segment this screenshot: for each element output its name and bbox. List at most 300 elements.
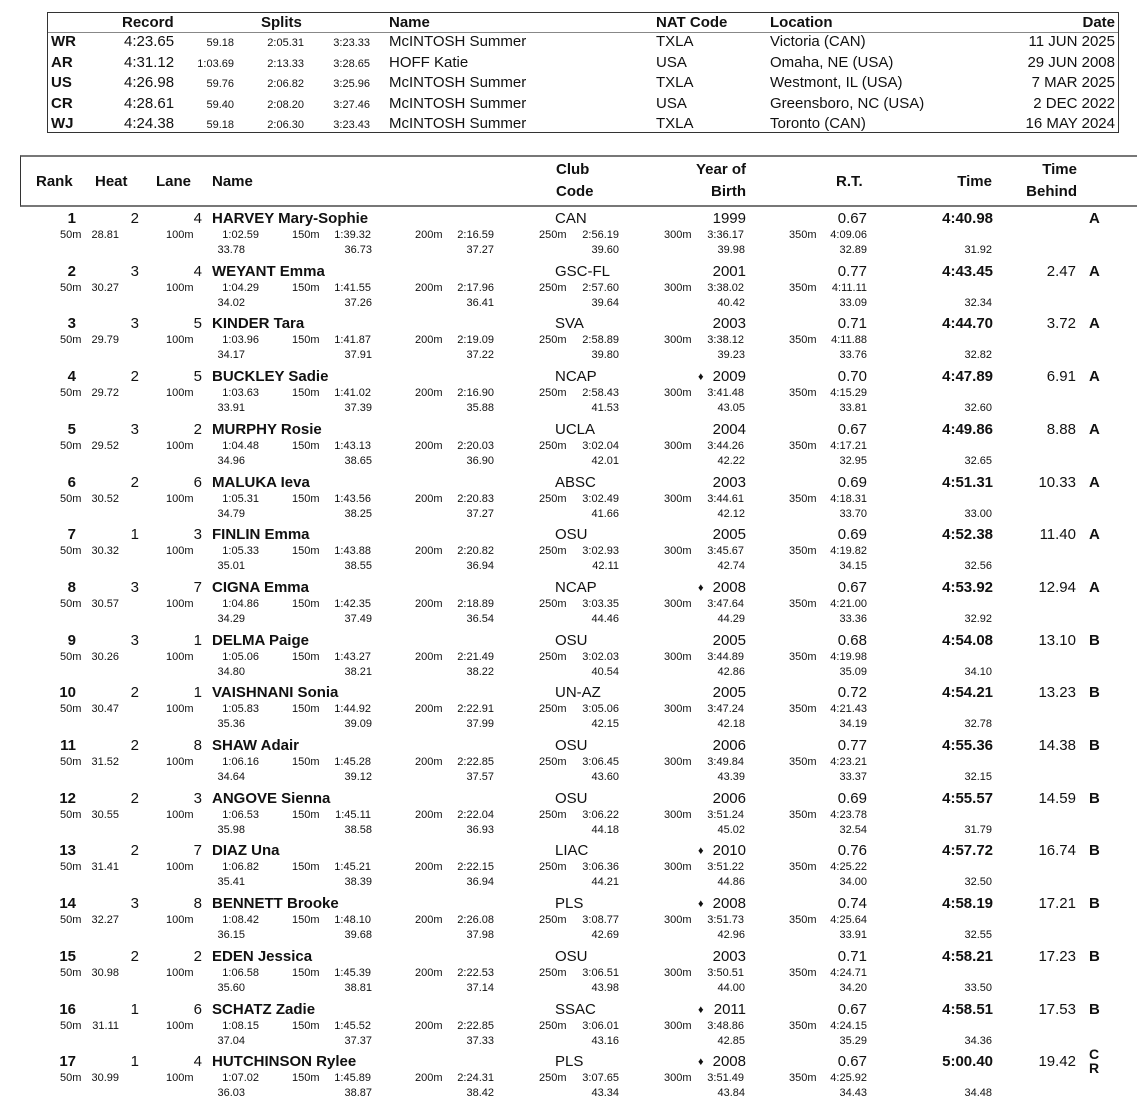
split-distance-label: 50m bbox=[60, 1072, 82, 1085]
final-time: 4:58.51 bbox=[942, 1000, 993, 1018]
cumulative-split: 1:06.82 bbox=[222, 861, 259, 874]
lane: 8 bbox=[193, 895, 202, 913]
cumulative-split: 1:07.02 bbox=[222, 1072, 259, 1085]
reaction-time: 0.69 bbox=[837, 473, 867, 491]
record-split-100: 59.18 bbox=[206, 37, 234, 49]
split-distance-label: 150m bbox=[292, 966, 320, 979]
cumulative-split: 29.79 bbox=[91, 334, 119, 347]
split-distance-label: 50m bbox=[60, 1019, 82, 1032]
split-distance-label: 350m bbox=[789, 281, 817, 294]
cumulative-split: 1:43.88 bbox=[334, 545, 371, 558]
swimmer-name: ANGOVE Sienna bbox=[212, 789, 331, 807]
rank: 17 bbox=[59, 1053, 76, 1071]
heat: 2 bbox=[130, 473, 139, 491]
time-behind: 11.40 bbox=[1039, 526, 1076, 544]
time-behind: 13.10 bbox=[1038, 631, 1076, 649]
cumulative-split: 31.11 bbox=[92, 1019, 119, 1032]
lap-split: 39.09 bbox=[344, 718, 372, 731]
split-distance-label: 150m bbox=[292, 387, 320, 400]
split-distance-label: 350m bbox=[789, 439, 817, 452]
qualification-code: A bbox=[1089, 368, 1100, 386]
lane: 4 bbox=[193, 262, 202, 280]
lap-split: 32.55 bbox=[964, 929, 992, 942]
final-time: 4:52.38 bbox=[942, 526, 993, 544]
lap-split: 37.27 bbox=[466, 244, 494, 256]
swimmer-name: FINLIN Emma bbox=[212, 526, 310, 544]
record-holder-name: McINTOSH Summer bbox=[389, 115, 527, 133]
split-distance-label: 250m bbox=[539, 492, 567, 505]
record-holder-name: McINTOSH Summer bbox=[389, 74, 527, 92]
split-distance-label: 350m bbox=[789, 1072, 817, 1085]
split-distance-label: 250m bbox=[539, 1072, 567, 1085]
rank: 2 bbox=[67, 262, 76, 280]
cumulative-split: 1:03.63 bbox=[222, 387, 259, 400]
cumulative-split: 2:57.60 bbox=[582, 281, 619, 294]
cumulative-split: 1:41.87 bbox=[334, 334, 371, 347]
record-date: 29 JUN 2008 bbox=[1027, 53, 1115, 71]
cumulative-split: 1:43.27 bbox=[334, 650, 371, 663]
final-time: 4:51.31 bbox=[942, 473, 993, 491]
lap-split: 32.54 bbox=[839, 823, 867, 836]
lap-split: 32.82 bbox=[964, 349, 992, 362]
lap-split: 34.43 bbox=[839, 1087, 867, 1100]
time-behind: 6.91 bbox=[1046, 368, 1076, 386]
cumulative-split: 1:03.96 bbox=[222, 334, 259, 347]
lane: 1 bbox=[193, 684, 202, 702]
lap-split: 34.10 bbox=[964, 665, 992, 678]
lap-split: 33.76 bbox=[839, 349, 867, 362]
split-distance-label: 150m bbox=[292, 545, 320, 558]
cumulative-split: 3:02.03 bbox=[582, 650, 619, 663]
lap-split: 37.99 bbox=[466, 718, 494, 731]
header-yob-1: Year of bbox=[695, 161, 746, 178]
lap-split: 42.22 bbox=[717, 454, 745, 467]
cumulative-split: 4:19.98 bbox=[830, 650, 867, 663]
year-of-birth: 2011 bbox=[713, 1000, 746, 1018]
records-header-location: Location bbox=[770, 14, 833, 31]
rank: 3 bbox=[67, 315, 76, 333]
split-distance-label: 100m bbox=[166, 808, 194, 821]
lap-split: 44.18 bbox=[591, 823, 619, 836]
cumulative-split: 1:08.15 bbox=[222, 1019, 259, 1032]
qualification-code: B bbox=[1089, 684, 1100, 702]
lane: 8 bbox=[193, 737, 202, 754]
lap-split: 33.36 bbox=[839, 612, 867, 625]
lap-split: 32.15 bbox=[964, 771, 992, 783]
lane: 1 bbox=[193, 631, 202, 649]
record-nat-code: USA bbox=[656, 53, 687, 71]
record-location: Toronto (CAN) bbox=[770, 115, 866, 133]
cumulative-split: 3:08.77 bbox=[582, 914, 619, 927]
lap-split: 34.80 bbox=[217, 665, 245, 678]
split-distance-label: 150m bbox=[292, 1072, 320, 1085]
cumulative-split: 1:44.92 bbox=[334, 703, 371, 716]
club-code: GSC-FL bbox=[555, 262, 611, 280]
lap-split: 44.46 bbox=[591, 612, 619, 625]
split-distance-label: 200m bbox=[415, 229, 443, 241]
qualification-code: A bbox=[1089, 578, 1100, 596]
lap-split: 44.86 bbox=[717, 876, 745, 889]
lap-split: 34.29 bbox=[217, 612, 245, 625]
lap-split: 36.94 bbox=[466, 560, 494, 573]
cumulative-split: 2:22.53 bbox=[457, 966, 494, 979]
split-distance-label: 50m bbox=[60, 439, 82, 452]
time-behind: 16.74 bbox=[1038, 842, 1076, 860]
cumulative-split: 30.98 bbox=[91, 966, 119, 979]
lap-split: 37.98 bbox=[466, 929, 494, 942]
club-code: OSU bbox=[555, 631, 588, 649]
cumulative-split: 1:04.48 bbox=[222, 439, 259, 452]
cumulative-split: 2:20.03 bbox=[457, 439, 494, 452]
record-code: US bbox=[51, 74, 72, 92]
cumulative-split: 1:41.55 bbox=[334, 281, 371, 294]
lap-split: 42.96 bbox=[717, 929, 745, 942]
lap-split: 35.88 bbox=[466, 402, 494, 415]
cumulative-split: 3:51.49 bbox=[707, 1072, 744, 1085]
split-distance-label: 200m bbox=[415, 1072, 443, 1085]
cumulative-split: 3:49.84 bbox=[707, 756, 744, 768]
header-behind-2: Behind bbox=[1026, 183, 1077, 200]
split-distance-label: 100m bbox=[166, 703, 194, 716]
cumulative-split: 30.26 bbox=[91, 650, 119, 663]
cumulative-split: 4:24.71 bbox=[830, 966, 867, 979]
lap-split: 34.00 bbox=[839, 876, 867, 889]
split-distance-label: 50m bbox=[60, 756, 82, 768]
split-distance-label: 150m bbox=[292, 229, 320, 241]
final-time: 4:55.57 bbox=[942, 789, 993, 807]
split-distance-label: 100m bbox=[166, 229, 194, 241]
lap-split: 42.15 bbox=[591, 718, 619, 731]
lap-split: 33.09 bbox=[839, 296, 867, 309]
cumulative-split: 4:23.78 bbox=[830, 808, 867, 821]
year-of-birth: 2008 bbox=[712, 895, 746, 913]
cumulative-split: 3:06.01 bbox=[582, 1019, 619, 1032]
lap-split: 36.73 bbox=[344, 244, 372, 256]
lap-split: 34.36 bbox=[964, 1034, 992, 1047]
records-header-date: Date bbox=[1082, 14, 1115, 31]
cumulative-split: 3:02.49 bbox=[582, 492, 619, 505]
lap-split: 34.20 bbox=[839, 981, 867, 994]
split-distance-label: 250m bbox=[539, 703, 567, 716]
split-distance-label: 250m bbox=[539, 439, 567, 452]
split-distance-label: 200m bbox=[415, 545, 443, 558]
lap-split: 32.92 bbox=[964, 612, 992, 625]
split-distance-label: 300m bbox=[664, 439, 692, 452]
qualification-code: A bbox=[1089, 526, 1100, 544]
cumulative-split: 30.57 bbox=[91, 597, 119, 610]
lap-split: 37.33 bbox=[466, 1034, 494, 1047]
lap-split: 38.58 bbox=[344, 823, 372, 836]
split-distance-label: 50m bbox=[60, 229, 82, 241]
reaction-time: 0.76 bbox=[837, 842, 867, 860]
lap-split: 35.09 bbox=[839, 665, 867, 678]
records-header-divider bbox=[48, 32, 1118, 33]
split-distance-label: 300m bbox=[664, 1072, 692, 1085]
club-code: NCAP bbox=[555, 578, 597, 596]
split-distance-label: 50m bbox=[60, 387, 82, 400]
lane: 4 bbox=[193, 1053, 202, 1071]
split-distance-label: 350m bbox=[789, 914, 817, 927]
lap-split: 44.00 bbox=[717, 981, 745, 994]
record-location: Victoria (CAN) bbox=[770, 33, 866, 50]
lane: 5 bbox=[193, 368, 202, 386]
birth-year-marker-icon: ♦ bbox=[698, 581, 704, 594]
split-distance-label: 300m bbox=[664, 545, 692, 558]
lap-split: 42.12 bbox=[717, 507, 745, 520]
lap-split: 38.87 bbox=[344, 1087, 372, 1100]
swimmer-name: DIAZ Una bbox=[212, 842, 280, 860]
split-distance-label: 100m bbox=[166, 1019, 194, 1032]
records-header-splits: Splits bbox=[261, 14, 302, 31]
cumulative-split: 30.47 bbox=[91, 703, 119, 716]
cumulative-split: 29.52 bbox=[91, 439, 119, 452]
header-time: Time bbox=[957, 173, 992, 190]
record-split-100: 59.40 bbox=[206, 98, 234, 111]
record-date: 16 MAY 2024 bbox=[1025, 115, 1115, 133]
heat: 2 bbox=[130, 947, 139, 965]
split-distance-label: 100m bbox=[166, 334, 194, 347]
cumulative-split: 3:03.35 bbox=[582, 597, 619, 610]
record-location: Westmont, IL (USA) bbox=[770, 74, 903, 92]
split-distance-label: 250m bbox=[539, 1019, 567, 1032]
lap-split: 34.79 bbox=[217, 507, 245, 520]
birth-year-marker-icon: ♦ bbox=[698, 371, 704, 384]
lap-split: 39.98 bbox=[717, 244, 745, 256]
split-distance-label: 50m bbox=[60, 966, 82, 979]
lap-split: 40.54 bbox=[591, 665, 619, 678]
swimmer-name: CIGNA Emma bbox=[212, 578, 309, 596]
cumulative-split: 30.27 bbox=[91, 281, 119, 294]
rank: 6 bbox=[67, 473, 76, 491]
cumulative-split: 1:39.32 bbox=[334, 229, 371, 241]
split-distance-label: 350m bbox=[789, 492, 817, 505]
final-time: 4:58.19 bbox=[942, 895, 993, 913]
lap-split: 37.14 bbox=[466, 981, 494, 994]
cumulative-split: 2:16.59 bbox=[457, 229, 494, 241]
split-distance-label: 50m bbox=[60, 861, 82, 874]
lap-split: 35.29 bbox=[839, 1034, 867, 1047]
cumulative-split: 3:51.22 bbox=[707, 861, 744, 874]
lap-split: 38.65 bbox=[344, 454, 372, 467]
split-distance-label: 50m bbox=[60, 334, 82, 347]
year-of-birth: 2005 bbox=[712, 684, 746, 702]
time-behind: 13.23 bbox=[1038, 684, 1076, 702]
lap-split: 32.34 bbox=[964, 296, 992, 309]
club-code: OSU bbox=[555, 737, 588, 754]
split-distance-label: 300m bbox=[664, 861, 692, 874]
cumulative-split: 3:48.86 bbox=[707, 1019, 744, 1032]
lap-split: 45.02 bbox=[717, 823, 745, 836]
cumulative-split: 4:25.92 bbox=[830, 1072, 867, 1085]
final-time: 4:43.45 bbox=[942, 262, 993, 280]
reaction-time: 0.71 bbox=[837, 947, 867, 965]
cumulative-split: 1:05.06 bbox=[222, 650, 259, 663]
lap-split: 43.98 bbox=[591, 981, 619, 994]
qualification-code: A bbox=[1089, 420, 1100, 438]
split-distance-label: 350m bbox=[789, 650, 817, 663]
rank: 1 bbox=[67, 210, 76, 227]
lap-split: 39.68 bbox=[344, 929, 372, 942]
time-behind: 14.59 bbox=[1038, 789, 1076, 807]
cumulative-split: 30.52 bbox=[91, 492, 119, 505]
qualification-code: A bbox=[1089, 315, 1100, 333]
split-distance-label: 100m bbox=[166, 545, 194, 558]
heat: 3 bbox=[130, 420, 139, 438]
year-of-birth: 2001 bbox=[712, 262, 746, 280]
split-distance-label: 300m bbox=[664, 914, 692, 927]
lap-split: 43.39 bbox=[717, 771, 745, 783]
lap-split: 36.90 bbox=[466, 454, 494, 467]
reaction-time: 0.70 bbox=[837, 368, 867, 386]
lane: 4 bbox=[193, 210, 202, 227]
cumulative-split: 3:05.06 bbox=[582, 703, 619, 716]
year-of-birth: 2009 bbox=[712, 368, 746, 386]
cumulative-split: 3:41.48 bbox=[707, 387, 744, 400]
record-split-300: 3:23.33 bbox=[333, 37, 370, 49]
cumulative-split: 4:09.06 bbox=[830, 229, 867, 241]
heat: 2 bbox=[130, 737, 139, 754]
lap-split: 35.01 bbox=[217, 560, 245, 573]
qualification-code: B bbox=[1089, 895, 1100, 913]
cumulative-split: 2:21.49 bbox=[457, 650, 494, 663]
time-behind: 14.38 bbox=[1038, 737, 1076, 754]
heat: 2 bbox=[130, 368, 139, 386]
lap-split: 32.56 bbox=[964, 560, 992, 573]
lap-split: 39.12 bbox=[344, 771, 372, 783]
split-distance-label: 250m bbox=[539, 281, 567, 294]
lap-split: 35.98 bbox=[217, 823, 245, 836]
heat: 3 bbox=[130, 631, 139, 649]
lap-split: 37.37 bbox=[344, 1034, 372, 1047]
cumulative-split: 3:38.02 bbox=[707, 281, 744, 294]
lap-split: 33.78 bbox=[217, 244, 245, 256]
records-table bbox=[47, 12, 1119, 133]
reaction-time: 0.67 bbox=[837, 578, 867, 596]
club-code: UCLA bbox=[555, 420, 596, 438]
cumulative-split: 4:25.22 bbox=[830, 861, 867, 874]
club-code: ABSC bbox=[555, 473, 596, 491]
record-holder-name: McINTOSH Summer bbox=[389, 94, 527, 112]
reaction-time: 0.77 bbox=[837, 737, 867, 754]
header-behind-1: Time bbox=[1042, 161, 1077, 178]
cumulative-split: 2:18.89 bbox=[457, 597, 494, 610]
club-code: PLS bbox=[555, 1053, 584, 1071]
birth-year-marker-icon: ♦ bbox=[698, 1056, 704, 1069]
swimmer-name: MALUKA Ieva bbox=[212, 473, 310, 491]
reaction-time: 0.67 bbox=[837, 1053, 867, 1071]
time-behind: 17.53 bbox=[1038, 1000, 1076, 1018]
lap-split: 43.16 bbox=[591, 1034, 619, 1047]
split-distance-label: 150m bbox=[292, 650, 320, 663]
cumulative-split: 1:05.31 bbox=[222, 492, 259, 505]
split-distance-label: 200m bbox=[415, 966, 443, 979]
split-distance-label: 250m bbox=[539, 597, 567, 610]
swimmer-name: BENNETT Brooke bbox=[212, 895, 339, 913]
lap-split: 33.81 bbox=[839, 402, 867, 415]
record-date: 11 JUN 2025 bbox=[1028, 33, 1115, 50]
split-distance-label: 250m bbox=[539, 808, 567, 821]
lap-split: 33.00 bbox=[964, 507, 992, 520]
split-distance-label: 250m bbox=[539, 229, 567, 241]
cumulative-split: 28.81 bbox=[91, 229, 119, 241]
cumulative-split: 1:06.16 bbox=[222, 756, 259, 768]
record-code: AR bbox=[51, 53, 73, 71]
record-split-200: 2:06.30 bbox=[267, 119, 304, 132]
split-distance-label: 200m bbox=[415, 439, 443, 452]
split-distance-label: 50m bbox=[60, 545, 82, 558]
lap-split: 42.11 bbox=[592, 560, 619, 573]
split-distance-label: 100m bbox=[166, 281, 194, 294]
cumulative-split: 4:15.29 bbox=[830, 387, 867, 400]
cumulative-split: 2:17.96 bbox=[457, 281, 494, 294]
split-distance-label: 250m bbox=[539, 914, 567, 927]
lane: 3 bbox=[193, 789, 202, 807]
cumulative-split: 4:23.21 bbox=[830, 756, 867, 768]
split-distance-label: 200m bbox=[415, 387, 443, 400]
lap-split: 42.01 bbox=[591, 454, 619, 467]
split-distance-label: 150m bbox=[292, 439, 320, 452]
qualification-code: A bbox=[1089, 473, 1100, 491]
cumulative-split: 1:41.02 bbox=[334, 387, 371, 400]
year-of-birth: 2005 bbox=[712, 526, 746, 544]
final-time: 4:47.89 bbox=[942, 368, 993, 386]
lap-split: 32.50 bbox=[964, 876, 992, 889]
lap-split: 31.92 bbox=[964, 244, 992, 256]
split-distance-label: 350m bbox=[789, 387, 817, 400]
lap-split: 32.89 bbox=[839, 244, 867, 256]
qualification-code: B bbox=[1089, 789, 1100, 807]
header-club-2: Code bbox=[556, 183, 594, 200]
lap-split: 44.21 bbox=[591, 876, 619, 889]
cumulative-split: 3:44.26 bbox=[707, 439, 744, 452]
cumulative-split: 1:04.86 bbox=[222, 597, 259, 610]
split-distance-label: 300m bbox=[664, 650, 692, 663]
qualification-code: B bbox=[1089, 842, 1100, 860]
swimmer-name: SCHATZ Zadie bbox=[212, 1000, 316, 1018]
lap-split: 37.49 bbox=[344, 612, 372, 625]
cumulative-split: 4:18.31 bbox=[830, 492, 867, 505]
split-distance-label: 350m bbox=[789, 808, 817, 821]
cumulative-split: 1:06.53 bbox=[222, 808, 259, 821]
lane: 3 bbox=[193, 526, 202, 544]
cumulative-split: 1:02.59 bbox=[222, 229, 259, 241]
split-distance-label: 50m bbox=[60, 703, 82, 716]
cumulative-split: 1:05.83 bbox=[222, 703, 259, 716]
split-distance-label: 350m bbox=[789, 229, 817, 241]
split-distance-label: 100m bbox=[166, 861, 194, 874]
lap-split: 41.53 bbox=[591, 402, 619, 415]
record-code: WR bbox=[51, 33, 76, 50]
lap-split: 32.65 bbox=[964, 454, 992, 467]
lap-split: 42.85 bbox=[717, 1034, 745, 1047]
club-code: OSU bbox=[555, 947, 588, 965]
reaction-time: 0.69 bbox=[837, 789, 867, 807]
cumulative-split: 3:45.67 bbox=[707, 545, 744, 558]
split-distance-label: 100m bbox=[166, 966, 194, 979]
cumulative-split: 1:04.29 bbox=[222, 281, 259, 294]
lap-split: 38.22 bbox=[466, 665, 494, 678]
lap-split: 40.42 bbox=[717, 296, 745, 309]
split-distance-label: 50m bbox=[60, 808, 82, 821]
split-distance-label: 200m bbox=[415, 808, 443, 821]
heat: 1 bbox=[130, 1000, 139, 1018]
cumulative-split: 3:51.24 bbox=[707, 808, 744, 821]
lap-split: 37.39 bbox=[344, 402, 372, 415]
heat: 2 bbox=[130, 684, 139, 702]
year-of-birth: 2010 bbox=[712, 842, 746, 860]
final-time: 4:49.86 bbox=[942, 420, 993, 438]
year-of-birth: 2003 bbox=[712, 473, 746, 491]
